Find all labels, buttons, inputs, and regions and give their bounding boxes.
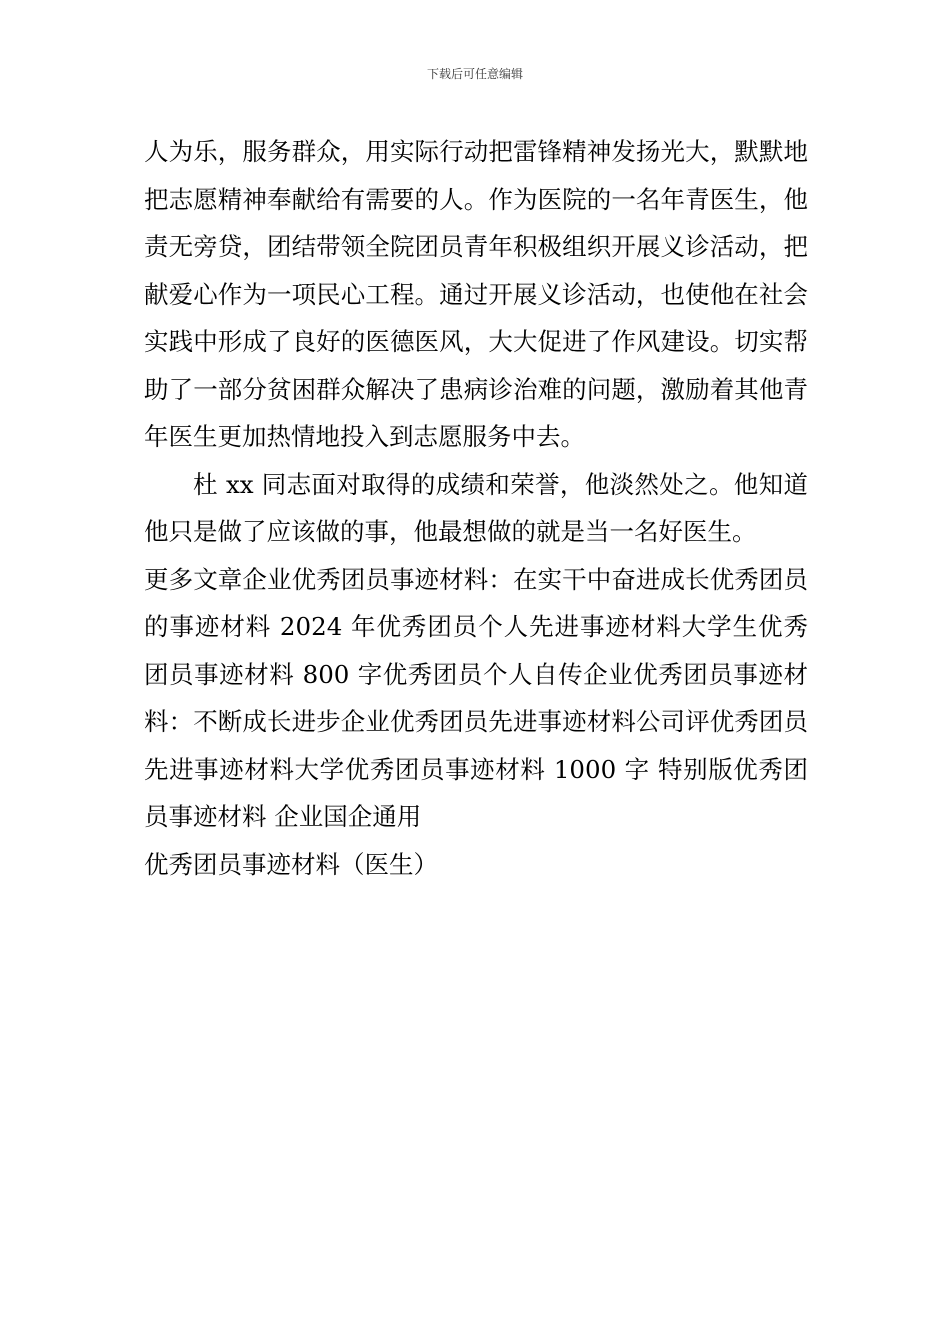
related-articles: 更多文章企业优秀团员事迹材料：在实干中奋进成长优秀团员的事迹材料 2024 年优秀团员个人先进事迹材料大学生优秀团员事迹材料 800 字优秀团员个人自传企业优秀团员事迹材料：不断成长进步企业优秀团员先进事迹材料公司评优秀团员先进事迹材料大学优秀团员事迹材料 1000 字 特别版优秀团员事迹材料 企业国企通用 <box>144 564 808 831</box>
header-note: 下载后可任意编辑 <box>426 67 523 81</box>
paragraph-volunteer-service: 人为乐，服务群众，用实际行动把雷锋精神发扬光大，默默地把志愿精神奉献给有需要的人。作为医院的一名年青医生，他责无旁贷，团结带领全院团员青年积极组织开展义诊活动，把献爱心作为一项民心工程。通过开展义诊活动，也使他在社会实践中形成了良好的医德医风，大大促进了作风建设。切实帮助了一部分贫困群众解决了患病诊治难的问题，激励着其他青年医生更加热情地投入到志愿服务中去。 <box>144 137 808 451</box>
paragraph-honors: 杜 xx 同志面对取得的成绩和荣誉，他淡然处之。他知道他只是做了应该做的事，他最想做的就是当一名好医生。 <box>144 469 808 546</box>
document-body <box>144 128 808 888</box>
document-title-footer: 优秀团员事迹材料（医生） <box>144 849 438 879</box>
